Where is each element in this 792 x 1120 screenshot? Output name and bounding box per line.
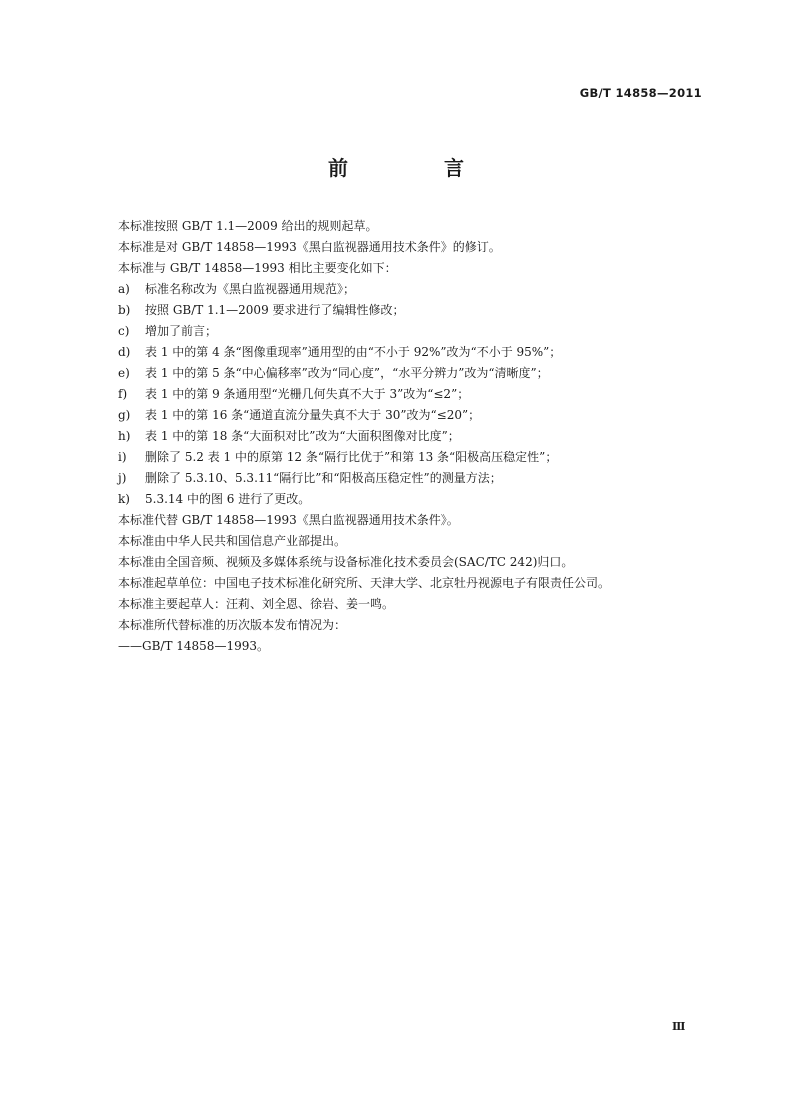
change-item <box>118 342 718 363</box>
list-marker: g) <box>118 408 131 422</box>
paragraph-supersedes: 本标准代替 GB/T 14858—1993《黑白监视器通用技术条件》。 <box>118 513 459 527</box>
change-item <box>118 468 718 489</box>
standard-code: GB/T 14858—2011 <box>579 86 702 100</box>
change-text: 表 1 中的第 5 条“中心偏移率”改为“同心度”，“水平分辨力”改为“清晰度”； <box>145 366 549 380</box>
paragraph-history-item: ——GB/T 14858—1993。 <box>118 639 269 653</box>
change-text: 增加了前言； <box>145 324 218 338</box>
paragraph-drafting-units: 本标准起草单位：中国电子技术标准化研究所、天津大学、北京牡丹视源电子有限责任公司。 <box>118 576 611 590</box>
change-text: 表 1 中的第 4 条“图像重现率”通用型的由“不小于 92%”改为“不小于 95%”； <box>145 345 562 359</box>
paragraph-proposed-by: 本标准由中华人民共和国信息产业部提出。 <box>118 534 347 548</box>
change-item <box>118 321 718 342</box>
change-item <box>118 384 718 405</box>
page-title: 前 言 <box>328 156 502 180</box>
change-text: 按照 GB/T 1.1—2009 要求进行了编辑性修改； <box>145 303 405 317</box>
list-marker: i) <box>118 450 127 464</box>
list-marker: e) <box>118 366 130 380</box>
foreword-body <box>118 216 718 657</box>
change-item <box>118 447 718 468</box>
list-marker: j) <box>118 471 127 485</box>
list-marker: d) <box>118 345 131 359</box>
change-item <box>118 405 718 426</box>
change-text: 删除了 5.2 表 1 中的原第 12 条“隔行比优于”和第 13 条“阳极高压稳定性”； <box>145 450 558 464</box>
paragraph-technical-committee: 本标准由全国音频、视频及多媒体系统与设备标准化技术委员会(SAC/TC 242)归口。 <box>118 555 574 569</box>
change-item <box>118 363 718 384</box>
change-item <box>118 489 718 510</box>
change-text: 标准名称改为《黑白监视器通用规范》； <box>145 282 356 296</box>
change-item <box>118 279 718 300</box>
list-marker: k) <box>118 492 130 506</box>
change-item <box>118 300 718 321</box>
change-text: 表 1 中的第 16 条“通道直流分量失真不大于 30”改为“≤20”； <box>145 408 481 422</box>
change-text: 5.3.14 中的图 6 进行了更改。 <box>145 492 311 506</box>
paragraph-drafters: 本标准主要起草人：汪莉、刘全恩、徐岩、姜一鸣。 <box>118 597 395 611</box>
paragraph-changes-intro: 本标准与 GB/T 14858—1993 相比主要变化如下： <box>118 261 397 275</box>
change-text: 删除了 5.3.10、5.3.11“隔行比”和“阳极高压稳定性”的测量方法； <box>145 471 502 485</box>
list-marker: f) <box>118 387 128 401</box>
list-marker: h) <box>118 429 131 443</box>
paragraph-revision-of: 本标准是对 GB/T 14858—1993《黑白监视器通用技术条件》的修订。 <box>118 240 501 254</box>
change-item <box>118 426 718 447</box>
paragraph-drafting-rules: 本标准按照 GB/T 1.1—2009 给出的规则起草。 <box>118 219 378 233</box>
list-marker: b) <box>118 303 131 317</box>
change-text: 表 1 中的第 18 条“大面积对比”改为“大面积图像对比度”； <box>145 429 460 443</box>
paragraph-history-intro: 本标准所代替标准的历次版本发布情况为： <box>118 618 347 632</box>
page-number: Ⅲ <box>672 1020 686 1033</box>
list-marker: a) <box>118 282 130 296</box>
change-text: 表 1 中的第 9 条通用型“光栅几何失真不大于 3”改为“≤2”； <box>145 387 470 401</box>
list-marker: c) <box>118 324 130 338</box>
